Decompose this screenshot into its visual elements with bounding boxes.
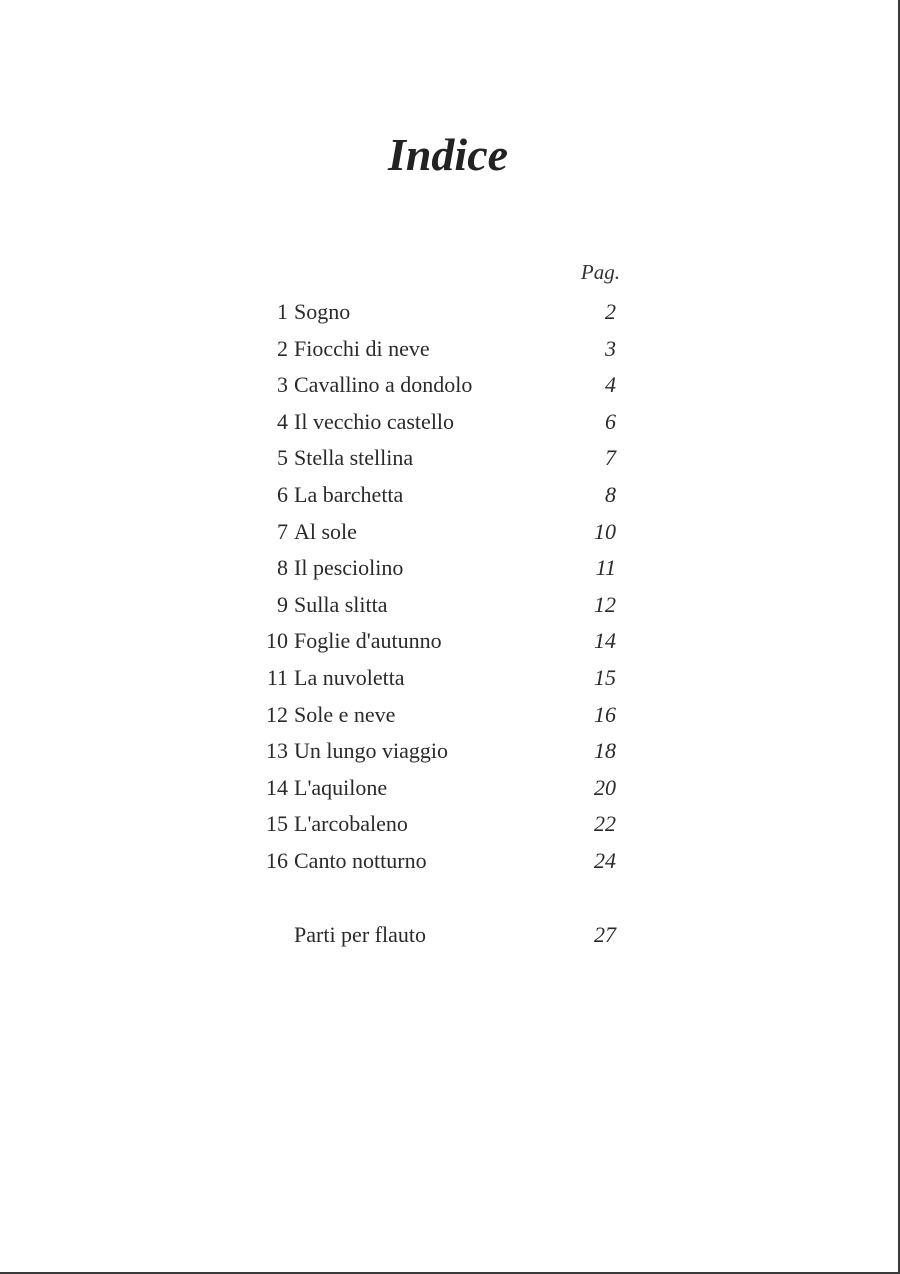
entry-number: 5 — [277, 445, 288, 471]
extra-title: Parti per flauto — [294, 922, 426, 947]
toc-entry — [250, 737, 620, 774]
entry-page: 22 — [594, 811, 616, 837]
toc-entry — [250, 810, 620, 847]
entry-title: La barchetta — [294, 481, 404, 507]
toc-entries — [250, 298, 620, 884]
entry-page: 10 — [594, 518, 616, 544]
entry-title: L'aquilone — [294, 774, 388, 800]
entry-title: Canto notturno — [294, 847, 427, 873]
entry-number: 6 — [277, 481, 288, 507]
toc-entry — [250, 335, 620, 372]
entry-number: 12 — [266, 701, 288, 727]
entry-title: Un lungo viaggio — [294, 738, 448, 764]
entry-page: 7 — [605, 445, 616, 471]
entry-title: Il vecchio castello — [294, 408, 455, 434]
entry-page: 12 — [594, 591, 616, 617]
entry-title: Fiocchi di neve — [294, 335, 430, 361]
toc-entry — [250, 701, 620, 738]
toc-entry — [250, 518, 620, 555]
entry-title: Sole e neve — [294, 701, 396, 727]
entry-number: 15 — [266, 811, 288, 837]
entry-title: La nuvoletta — [294, 664, 405, 690]
entry-page: 2 — [605, 299, 616, 324]
entry-number: 8 — [277, 555, 288, 581]
entry-title: Il pesciolino — [294, 555, 404, 581]
entry-page: 16 — [594, 701, 616, 727]
page-title: Indice — [387, 129, 509, 180]
toc-entry — [250, 554, 620, 591]
toc-entry — [250, 408, 620, 445]
entry-title: Stella stellina — [294, 445, 414, 471]
entry-title: Al sole — [294, 518, 357, 544]
extra-page: 27 — [594, 922, 616, 947]
toc-entry — [250, 591, 620, 628]
entry-number: 7 — [277, 518, 288, 544]
entry-title: L'arcobaleno — [294, 811, 408, 837]
toc-entry — [250, 298, 620, 335]
entry-page: 24 — [594, 847, 616, 873]
entry-number: 11 — [266, 664, 288, 690]
toc-entry — [250, 481, 620, 518]
entry-page: 6 — [605, 408, 616, 434]
entry-page: 18 — [594, 738, 616, 764]
entry-number: 10 — [266, 628, 288, 654]
entry-number: 2 — [277, 335, 288, 361]
entry-page: 3 — [605, 335, 616, 361]
entry-title: Foglie d'autunno — [294, 628, 442, 654]
entry-number: 4 — [277, 408, 288, 434]
entry-title: Cavallino a dondolo — [294, 372, 473, 398]
toc-entry — [250, 371, 620, 408]
entry-page: 8 — [605, 481, 616, 507]
entry-page: 15 — [594, 664, 616, 690]
entry-number: 9 — [277, 591, 288, 617]
entry-number: 16 — [266, 847, 288, 873]
toc-extra-entry — [250, 920, 620, 950]
entry-number: 3 — [277, 372, 288, 398]
entry-page: 4 — [605, 372, 616, 398]
toc-entry — [250, 444, 620, 481]
entry-number: 13 — [266, 738, 288, 764]
toc-entry — [250, 847, 620, 884]
entry-page: 14 — [594, 628, 616, 654]
entry-number: 14 — [266, 774, 288, 800]
page-column-header: Pag. — [580, 260, 620, 284]
entry-number: 1 — [277, 299, 288, 324]
toc-entry — [250, 664, 620, 701]
entry-title: Sulla slitta — [294, 591, 388, 617]
entry-page: 11 — [595, 555, 616, 581]
entry-title: Sogno — [294, 299, 351, 324]
toc-entry — [250, 627, 620, 664]
toc-entry — [250, 774, 620, 811]
entry-page: 20 — [594, 774, 616, 800]
